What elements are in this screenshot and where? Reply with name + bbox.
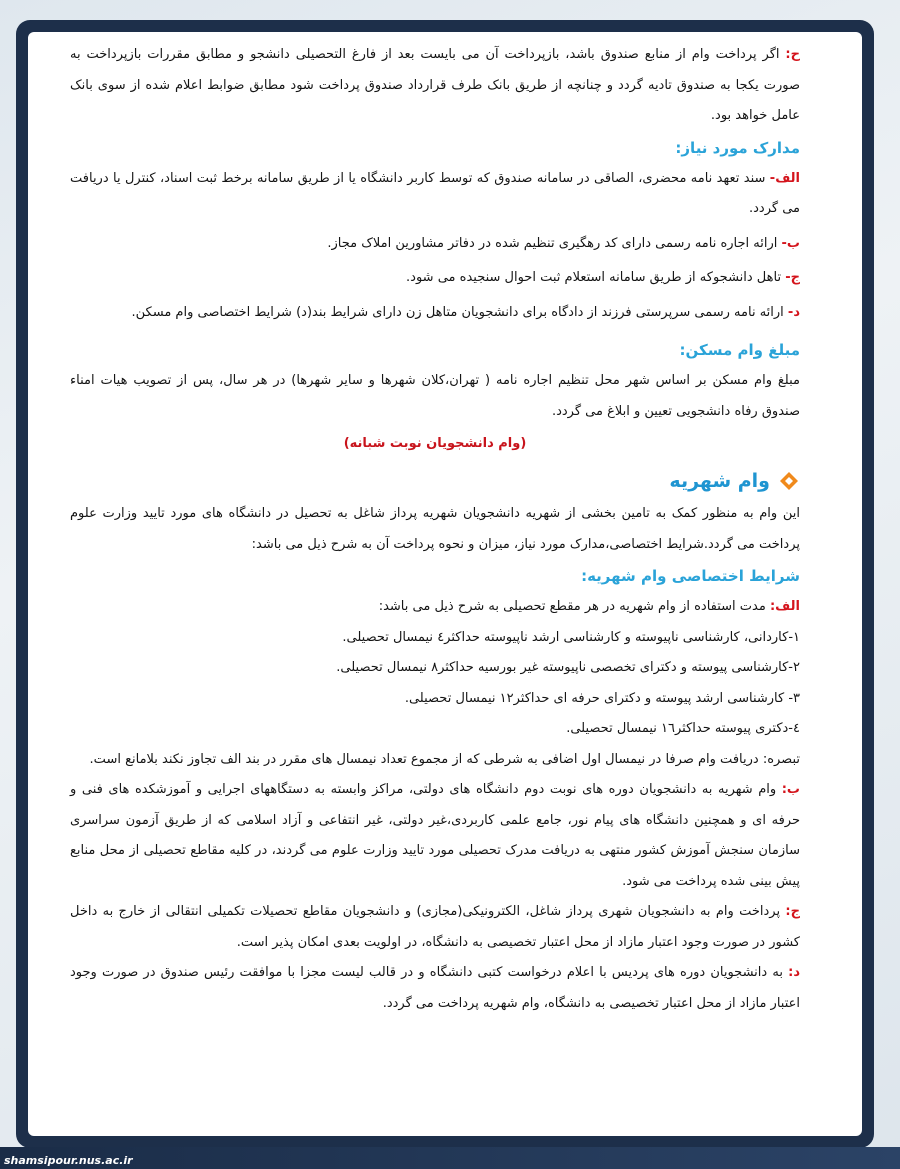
duration-item: ۱-کاردانی، کارشناسی ناپیوسته و کارشناسی ارشد ناپیوسته حداکثر٤ نیمسال تحصیلی. (342, 629, 800, 645)
doc-item-label: الف- (769, 170, 801, 186)
paragraph-h (70, 40, 800, 132)
documents-heading: مدارک مورد نیاز: (675, 138, 800, 157)
doc-item-text: تاهل دانشجوکه از طریق سامانه استعلام ثبت احوال سنجیده می شود. (406, 270, 782, 285)
tuition-jim-text: پرداخت وام به دانشجویان شهری پرداز شاغل، الکترونیکی(مجازی) و دانشجویان مقاطع تحصیلات تکمیلی انتقالی از خارج به داخل کشور در صورت وجود اعتبار مازاد از محل اعتبار تخصیصی به دانشگاه، در اولویت بعدی امکان پذیر است. (70, 904, 800, 950)
tuition-alef (70, 592, 800, 623)
tuition-be (70, 775, 800, 897)
tuition-alef-label: الف: (769, 599, 800, 614)
text-h: اگر پرداخت وام از منابع صندوق باشد، بازپرداخت آن می بایست بعد از فارغ التحصیلی دانشجو و مطابق مقررات بازپرداخت به صورت یکجا به صندوق تادیه گردد و چنانچه از طریق بانک طرف قرارداد صندوق پرداخت شود مطابق ضوابط اعلام شده از سوی بانک عامل خواهد بود. (70, 47, 800, 123)
duration-item: ۳- کارشناسی ارشد پیوسته و دکترای حرفه ای حداکثر۱۲ نیمسال تحصیلی. (404, 690, 800, 706)
doc-item-jim (70, 263, 800, 294)
tuition-loan-title (70, 463, 800, 499)
document-body (70, 40, 800, 1019)
tuition-jim-label: ج: (785, 904, 800, 919)
housing-amount-text: مبلغ وام مسکن بر اساس شهر محل تنظیم اجاره نامه ( تهران،کلان شهرها و سایر شهرها) در هر سال، پس از تصویب هیات امناء صندوق رفاه دانشجویی تعیین و ابلاغ می گردد. (70, 373, 800, 419)
doc-item-label: د- (787, 304, 800, 320)
diamond-arrow-icon (778, 470, 800, 492)
tuition-dal-text: به دانشجویان دوره های پردیس با اعلام درخواست کتبی دانشگاه و در قالب لیست مجزا با موافقت رئیس صندوق در صورت وجود اعتبار مازاد از محل اعتبار تخصیصی به دانشگاه، وام شهریه پرداخت می گردد. (70, 965, 800, 1011)
doc-item-label: ج- (785, 270, 800, 285)
housing-amount-heading: مبلغ وام مسکن: (679, 341, 800, 359)
doc-item-be (70, 229, 800, 260)
tuition-be-label: ب: (781, 782, 800, 797)
doc-item-label: ب- (781, 235, 800, 251)
tuition-dal-label: د: (788, 965, 800, 980)
tuition-jim (70, 897, 800, 958)
tuition-alef-text: مدت استفاده از وام شهریه در هر مقطع تحصیلی به شرح ذیل می باشد: (378, 599, 766, 614)
doc-item-alef (70, 164, 800, 225)
site-watermark: shamsipour.nus.ac.ir (4, 1154, 133, 1167)
duration-item: ٤-دکتری پیوسته حداکثر۱٦ نیمسال تحصیلی. (566, 721, 800, 736)
tuition-intro: این وام به منظور کمک به تامین بخشی از شهریه دانشجویان شهریه پرداز شاغل به تحصیل در دانشگاه های مورد تایید وزارت علوم پرداخت می گردد.شرایط اختصاصی،مدارک مورد نیاز، میزان و نحوه پرداخت آن به شرح ذیل می باشد: (70, 506, 800, 552)
doc-item-text: سند تعهد نامه محضری، الصاقی در سامانه صندوق که توسط کاربر دانشگاه یا از طریق سامانه برخط ثبت اسناد، کنترل یا دریافت می گردد. (70, 170, 800, 216)
tuition-conditions-heading: شرایط اختصاصی وام شهریه: (581, 567, 800, 585)
doc-item-text: ارائه اجاره نامه رسمی دارای کد رهگیری تنظیم شده در دفاتر مشاورین املاک مجاز. (327, 235, 778, 251)
duration-item: ۲-کارشناسی پیوسته و دکترای تخصصی ناپیوسته غیر بورسیه حداکثر۸ نیمسال تحصیلی. (336, 660, 800, 675)
tuition-note: تبصره: دریافت وام صرفا در نیمسال اول اضافی به شرطی که از مجموع تعداد نیمسال های مقرر در بند الف تجاوز نکند بلامانع است. (89, 751, 800, 767)
tuition-loan-title-text: وام شهریه (669, 470, 770, 492)
tuition-dal (70, 958, 800, 1019)
label-h: ح: (785, 47, 800, 62)
night-students-caption: (وام دانشجویان نوبت شبانه) (343, 436, 527, 451)
doc-item-text: ارائه نامه رسمی سرپرستی فرزند از دادگاه برای دانشجویان متاهل زن دارای شرایط بند(د) شرایط اختصاصی وام مسکن. (131, 304, 784, 320)
footer-strip (0, 1147, 900, 1169)
tuition-be-text: وام شهریه به دانشجویان دوره های نوبت دوم دانشگاه های دولتی، مراکز وابسته به دستگاههای اجرایی و آموزشکده های فنی و حرفه ای و همچنین دانشگاه های پیام نور، جامع علمی کاربردی،غیر دولتی، غیر انتفاعی و آزاد اسلامی که از طریق آزمون سراسری سازمان سنجش آموزش کشور منتهی به دریافت مدرک تحصیلی مورد تایید وزارت علوم می گردند، در کلیه مقاطع تحصیلی از محل منابع پیش بینی شده پرداخت می شود. (70, 782, 800, 889)
doc-item-dal (70, 298, 800, 329)
